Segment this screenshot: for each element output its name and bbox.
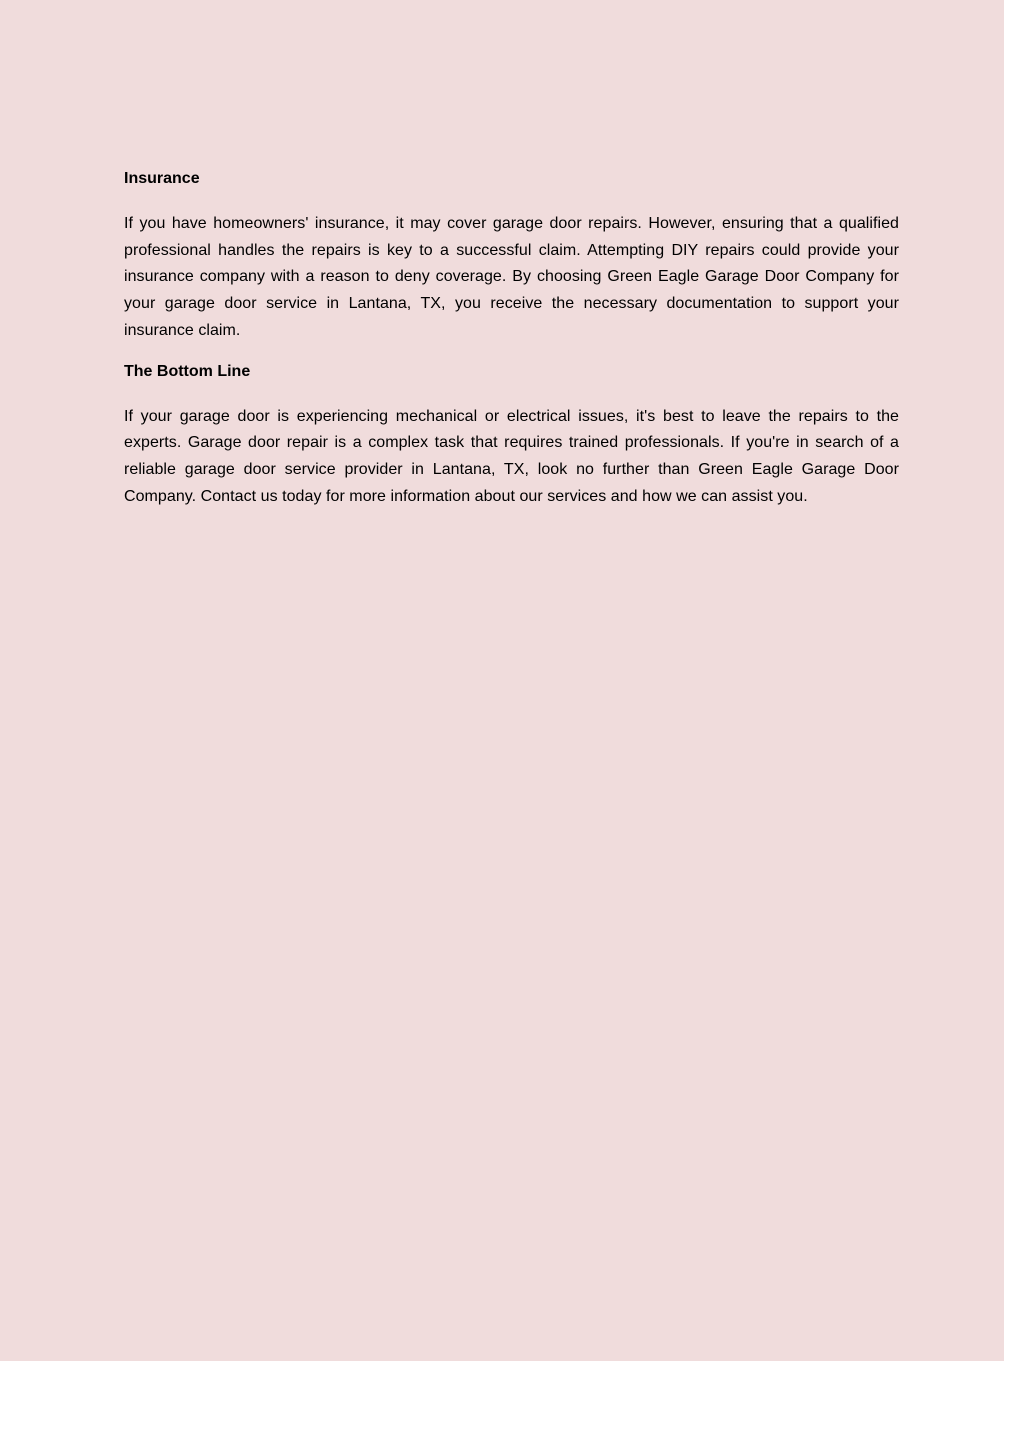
section-heading-bottom-line: The Bottom Line bbox=[124, 362, 251, 380]
section-body-bottom-line: If your garage door is experiencing mechanical or electrical issues, it's best to leave the repairs to the experts. Garage door repair is a complex task that requires trained professionals. If you're in search of a reliable garage door service provider in Lantana, TX, look no further than Green Eagle Garage Door Company. Contact us today for more information about our services and how we can assist you. bbox=[124, 407, 899, 505]
section-heading-insurance: Insurance bbox=[124, 170, 200, 187]
section-body-insurance: If you have homeowners' insurance, it may cover garage door repairs. However, ensuring that a qualified professional handles the repairs is key to a successful claim. Attempting DIY repairs could provide your insurance company with a reason to deny coverage. By choosing Green Eagle Garage Door Company for your garage door service in Lantana, TX, you receive the necessary documentation to support your insurance claim. bbox=[124, 215, 899, 339]
document-content bbox=[124, 168, 899, 526]
